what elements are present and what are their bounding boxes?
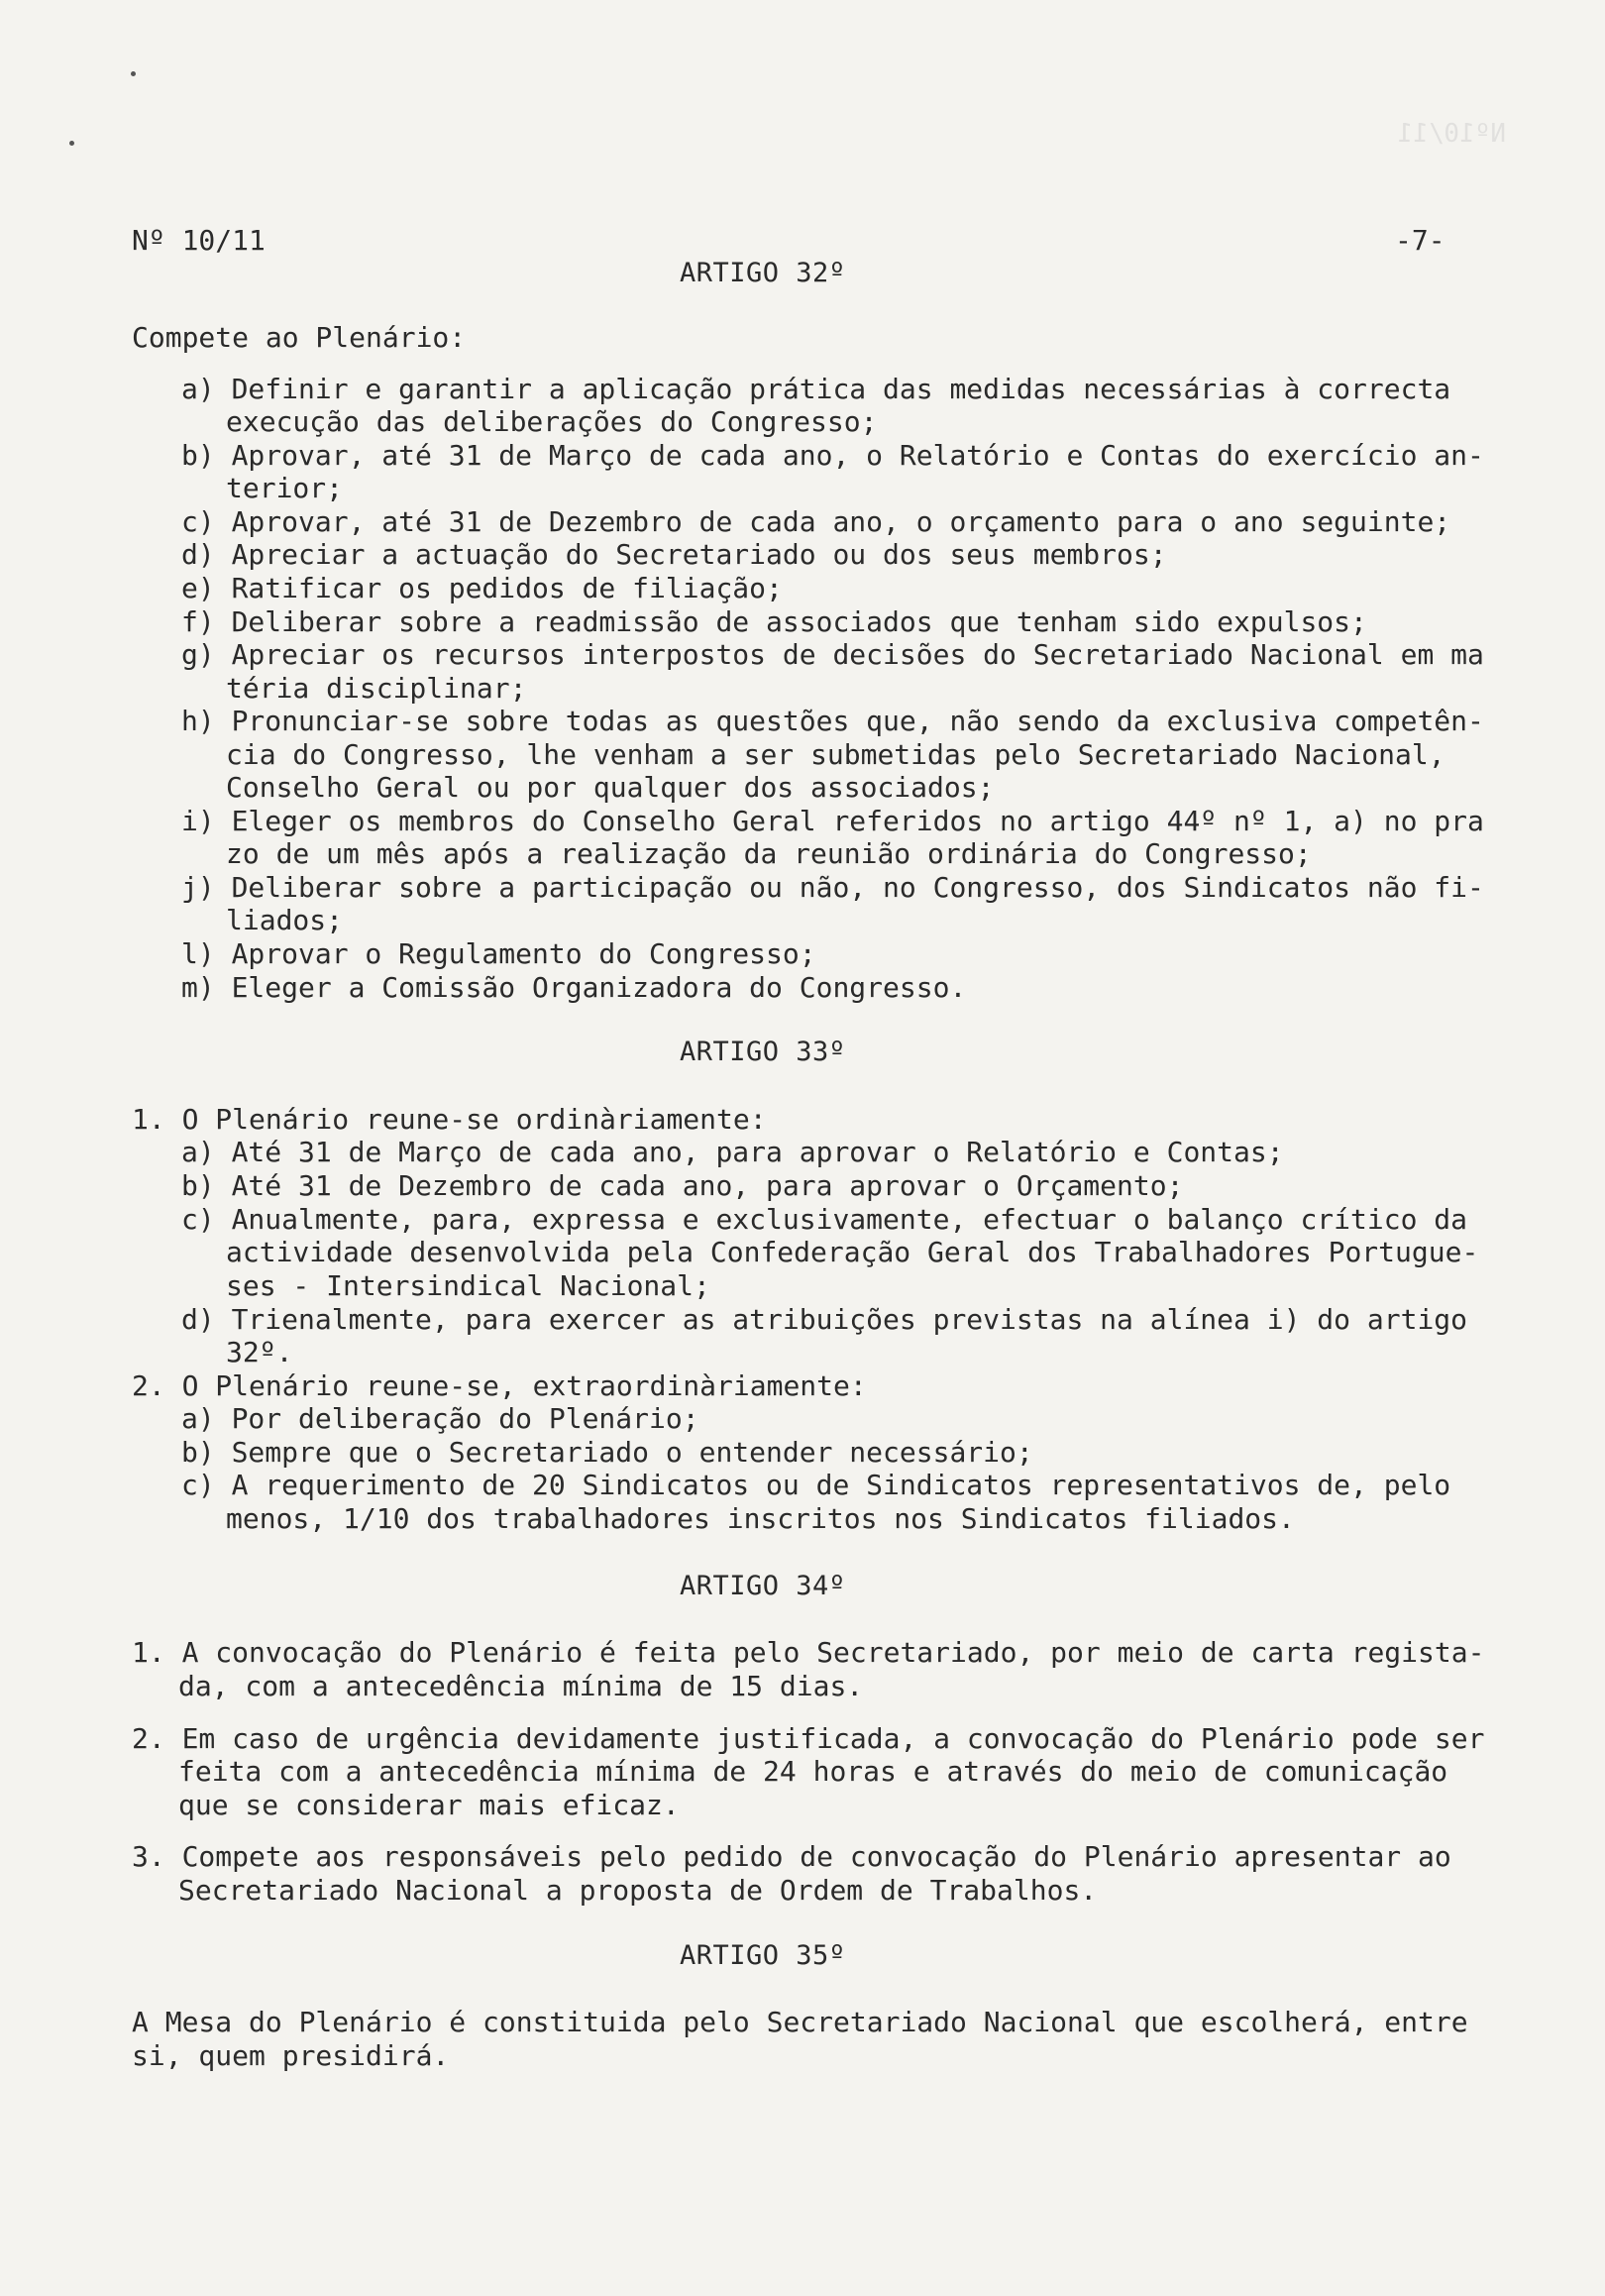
- article-34-line: feita com a antecedência mínima de 24 horas e através do meio de comunicação: [178, 1755, 1448, 1788]
- article-32-line: a) Definir e garantir a aplicação prática das medidas necessárias à correcta: [181, 373, 1451, 405]
- article-33-line: c) Anualmente, para, expressa e exclusivamente, efectuar o balanço crítico da: [181, 1203, 1468, 1236]
- article-34-line: 1. A convocação do Plenário é feita pelo Secretariado, por meio de carta regista-: [132, 1636, 1485, 1669]
- article-33-line: b) Sempre que o Secretariado o entender necessário;: [181, 1436, 1033, 1469]
- article-32-line: terior;: [226, 472, 344, 504]
- page-number: -7-: [1395, 224, 1445, 257]
- article-32-line: liados;: [226, 904, 344, 936]
- article-33-line: 1. O Plenário reune-se ordinàriamente:: [132, 1103, 767, 1136]
- article-34-title: ARTIGO 34º: [680, 1571, 846, 1601]
- doc-number: Nº 10/11: [132, 224, 266, 257]
- article-32-line: zo de um mês após a realização da reunião ordinária do Congresso;: [226, 837, 1312, 870]
- article-34-line: da, com a antecedência mínima de 15 dias.: [178, 1670, 864, 1702]
- article-32-line: téria disciplinar;: [226, 672, 527, 705]
- article-32-line: Conselho Geral ou por qualquer dos associados;: [226, 771, 995, 804]
- article-33-line: menos, 1/10 dos trabalhadores inscritos nos Sindicatos filiados.: [226, 1502, 1295, 1535]
- article-32-line: d) Apreciar a actuação do Secretariado ou dos seus membros;: [181, 538, 1167, 571]
- article-32-line: j) Deliberar sobre a participação ou não, no Congresso, dos Sindicatos não fi-: [181, 871, 1484, 904]
- article-35-line: si, quem presidirá.: [132, 2039, 450, 2072]
- article-33-title: ARTIGO 33º: [680, 1037, 846, 1067]
- article-32-line: c) Aprovar, até 31 de Dezembro de cada ano, o orçamento para o ano seguinte;: [181, 505, 1451, 538]
- article-32-line: h) Pronunciar-se sobre todas as questões que, não sendo da exclusiva competên-: [181, 705, 1484, 737]
- article-34-line: que se considerar mais eficaz.: [178, 1789, 680, 1821]
- article-34-line: Secretariado Nacional a proposta de Ordem de Trabalhos.: [178, 1874, 1098, 1907]
- article-32-title: ARTIGO 32º: [680, 258, 846, 288]
- bleed-through-text: Nº10/11: [1397, 119, 1506, 149]
- article-35-title: ARTIGO 35º: [680, 1940, 846, 1971]
- article-34-line: 3. Compete aos responsáveis pelo pedido de convocação do Plenário apresentar ao: [132, 1840, 1451, 1873]
- article-33-line: 2. O Plenário reune-se, extraordinàriamente:: [132, 1369, 867, 1402]
- article-33-line: c) A requerimento de 20 Sindicatos ou de Sindicatos representativos de, pelo: [181, 1469, 1451, 1501]
- article-32-line: e) Ratificar os pedidos de filiação;: [181, 572, 783, 604]
- speck: [69, 141, 74, 146]
- article-32-line: l) Aprovar o Regulamento do Congresso;: [181, 937, 816, 970]
- article-33-line: 32º.: [226, 1336, 293, 1368]
- article-33-line: d) Trienalmente, para exercer as atribuições previstas na alínea i) do artigo: [181, 1303, 1468, 1336]
- article-32-line: cia do Congresso, lhe venham a ser submetidas pelo Secretariado Nacional,: [226, 738, 1445, 771]
- article-33-line: ses - Intersindical Nacional;: [226, 1269, 710, 1302]
- article-33-line: a) Até 31 de Março de cada ano, para aprovar o Relatório e Contas;: [181, 1136, 1284, 1168]
- article-32-intro: Compete ao Plenário:: [132, 321, 467, 354]
- article-33-line: b) Até 31 de Dezembro de cada ano, para aprovar o Orçamento;: [181, 1169, 1184, 1202]
- article-34-line: 2. Em caso de urgência devidamente justificada, a convocação do Plenário pode ser: [132, 1722, 1485, 1755]
- article-32-line: g) Apreciar os recursos interpostos de decisões do Secretariado Nacional em ma: [181, 638, 1484, 671]
- article-35-line: A Mesa do Plenário é constituida pelo Secretariado Nacional que escolherá, entre: [132, 2006, 1468, 2038]
- speck: [131, 71, 136, 76]
- article-32-line: m) Eleger a Comissão Organizadora do Congresso.: [181, 971, 967, 1004]
- article-32-line: b) Aprovar, até 31 de Março de cada ano, o Relatório e Contas do exercício an-: [181, 439, 1484, 472]
- article-32-line: i) Eleger os membros do Conselho Geral referidos no artigo 44º nº 1, a) no pra: [181, 805, 1484, 837]
- article-32-line: f) Deliberar sobre a readmissão de associados que tenham sido expulsos;: [181, 605, 1367, 638]
- article-33-line: actividade desenvolvida pela Confederação Geral dos Trabalhadores Portugue-: [226, 1236, 1479, 1268]
- article-32-line: execução das deliberações do Congresso;: [226, 405, 878, 438]
- article-33-line: a) Por deliberação do Plenário;: [181, 1402, 699, 1435]
